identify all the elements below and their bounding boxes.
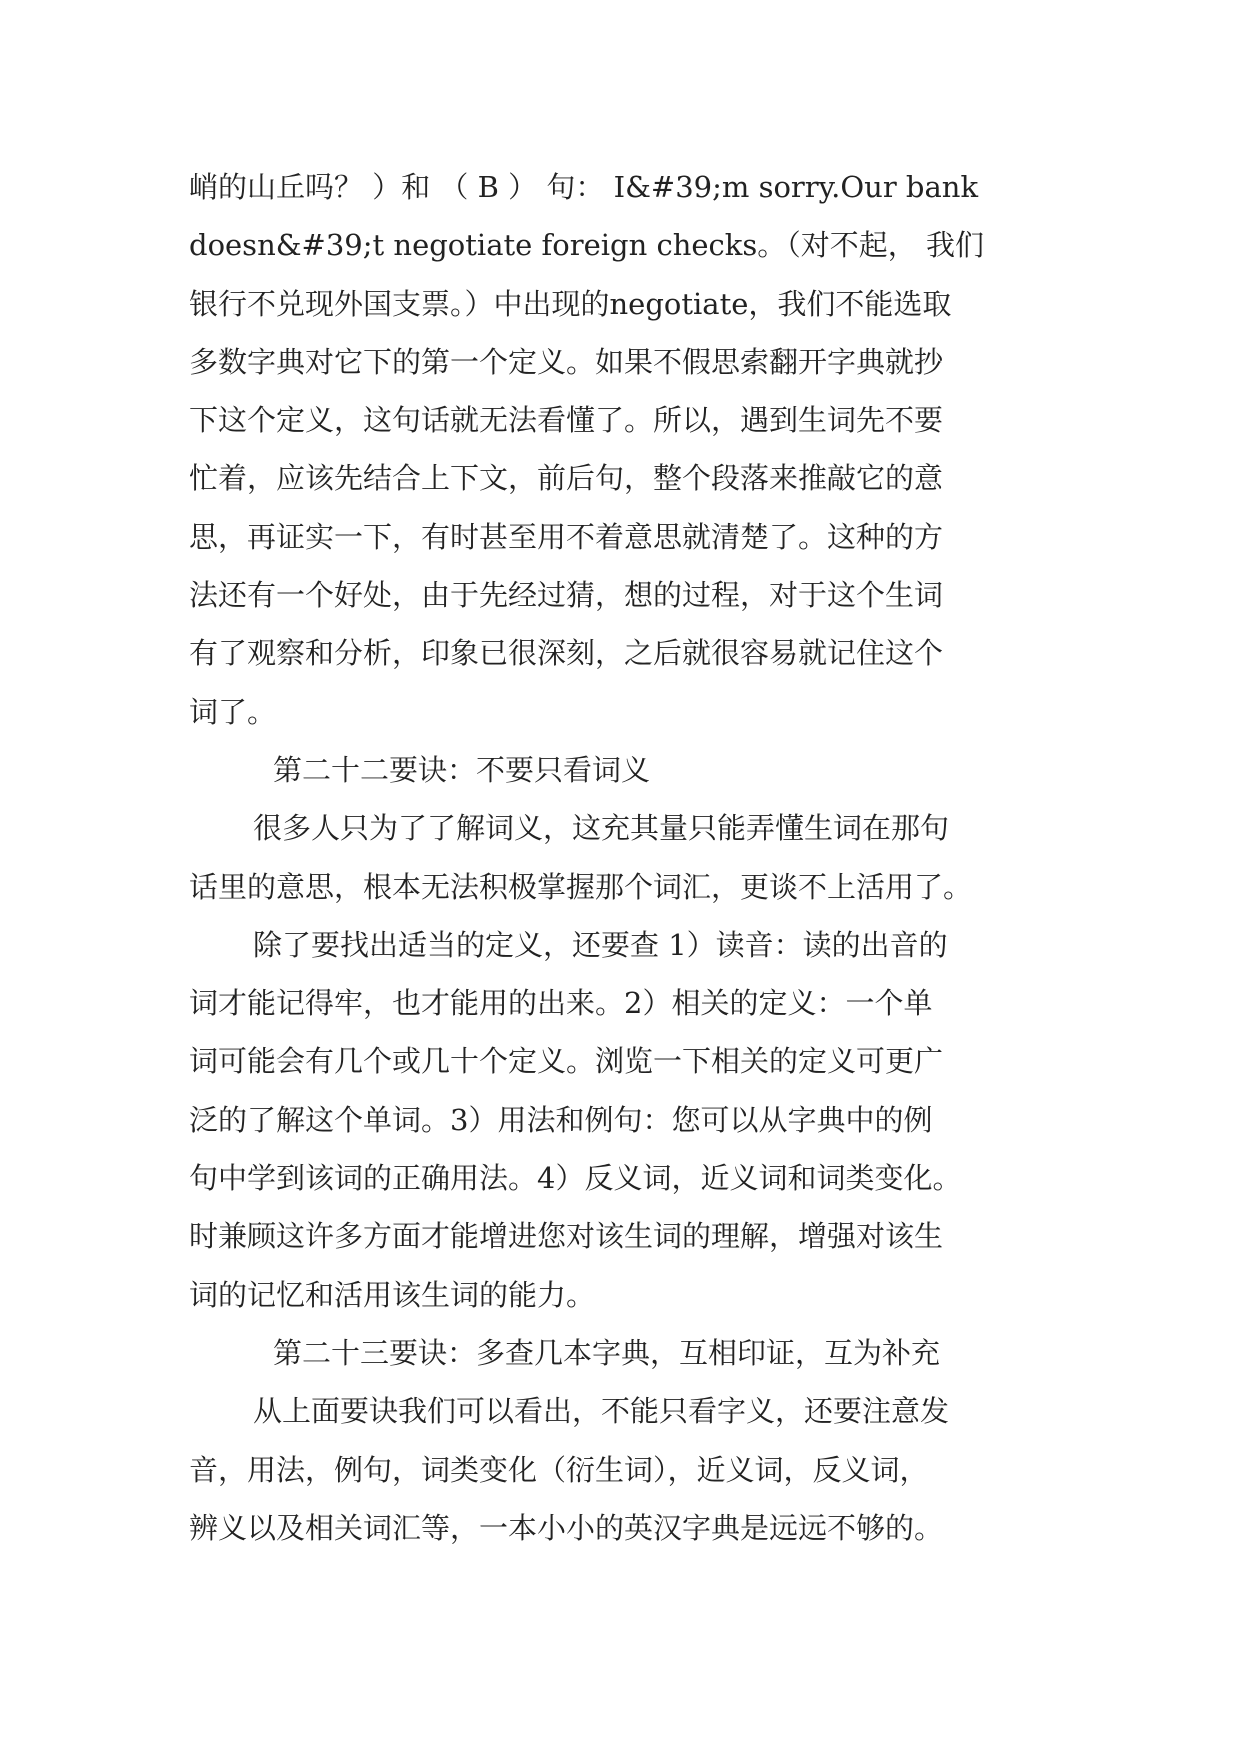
- section-heading: 第二十二要诀：不要只看词义: [273, 752, 651, 787]
- text-line: 忙着，应该先结合上下文，前后句，整个段落来推敲它的意: [189, 461, 944, 496]
- text-line: 时兼顾这许多方面才能增进您对该生词的理解，增强对该生: [189, 1219, 944, 1254]
- paragraph-first-line: 从上面要诀我们可以看出，不能只看字义，还要注意发: [253, 1394, 950, 1429]
- section-heading: 第二十三要诀：多查几本字典，互相印证，互为补充: [273, 1335, 941, 1370]
- text-line: 泛的了解这个单词。3）用法和例句：您可以从字典中的例: [189, 1102, 933, 1137]
- text-line: 词可能会有几个或几十个定义。浏览一下相关的定义可更广: [189, 1044, 944, 1079]
- text-line: 有了观察和分析，印象已很深刻，之后就很容易就记住这个: [189, 636, 944, 671]
- text-line: 银行不兑现外国支票。）中出现的negotiate，我们不能选取: [189, 286, 952, 321]
- text-line: 词的记忆和活用该生词的能力。: [189, 1277, 596, 1312]
- text-line: 多数字典对它下的第一个定义。如果不假思索翻开字典就抄: [189, 344, 944, 379]
- document-body: [189, 158, 1069, 1557]
- text-line: 词才能记得牢，也才能用的出来。2）相关的定义：一个单: [189, 986, 933, 1021]
- paragraph-first-line: 除了要找出适当的定义，还要查 1）读音：读的出音的: [253, 927, 948, 962]
- text-line: 思，再证实一下，有时甚至用不着意思就清楚了。这种的方: [189, 519, 944, 554]
- text-line: doesn&#39;t negotiate foreign checks。（对不起， 我们: [189, 228, 984, 263]
- text-line: 峭的山丘吗？ ）和 （ B ） 句： I&#39;m sorry.Our bank: [189, 170, 979, 204]
- text-line: 话里的意思，根本无法积极掌握那个词汇，更谈不上活用了。: [189, 869, 973, 904]
- text-line: 句中学到该词的正确用法。4）反义词，近义词和词类变化。: [189, 1161, 962, 1196]
- text-line: 法还有一个好处，由于先经过猜，想的过程，对于这个生词: [189, 578, 944, 613]
- text-line: 音，用法，例句，词类变化（衍生词），近义词，反义词，: [189, 1452, 929, 1487]
- paragraph-first-line: 很多人只为了了解词义，这充其量只能弄懂生词在那句: [253, 811, 950, 846]
- text-line: 下这个定义，这句话就无法看懂了。所以，遇到生词先不要: [189, 403, 944, 438]
- text-line: 辨义以及相关词汇等，一本小小的英汉字典是远远不够的。: [189, 1510, 944, 1545]
- text-line: 词了。: [189, 694, 277, 729]
